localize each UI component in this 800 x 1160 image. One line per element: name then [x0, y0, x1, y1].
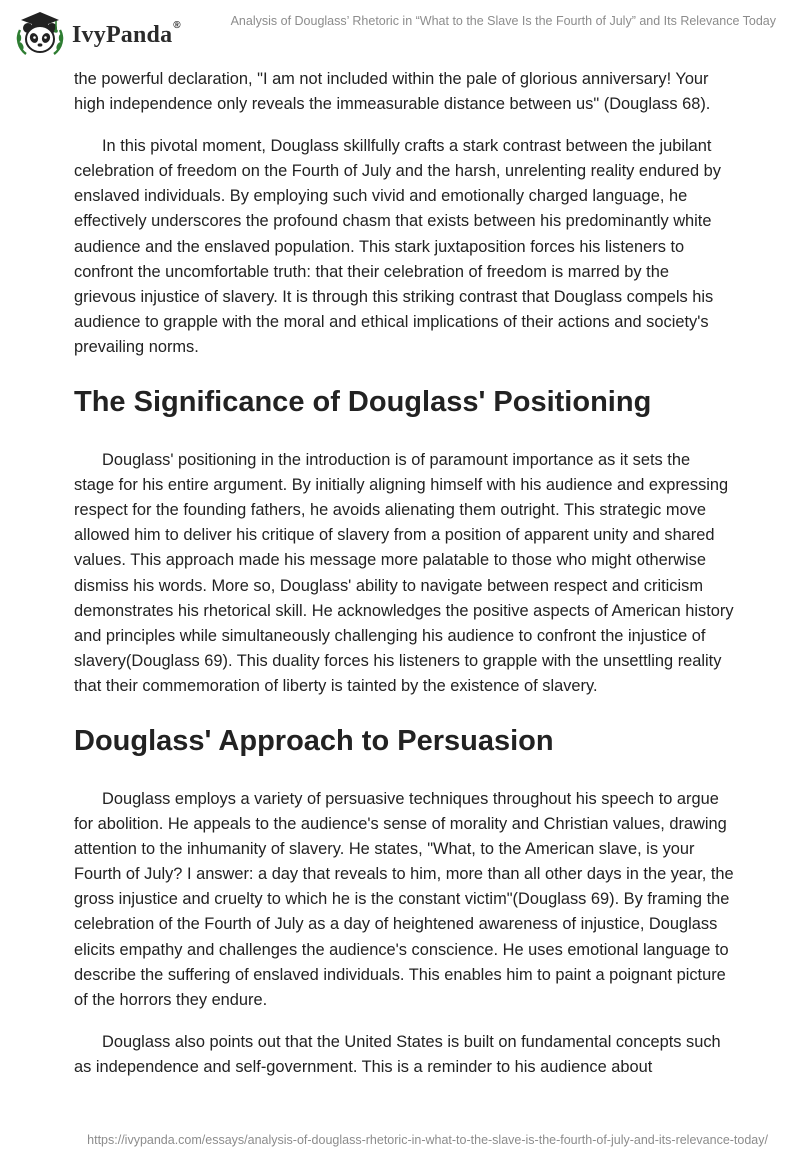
site-logo[interactable]: [14, 8, 181, 58]
paragraph-continued: the powerful declaration, "I am not included within the pale of glorious anniversary! Your high independence only reveals the immeasurable distance between us" (Douglass 68).: [74, 70, 711, 114]
paragraph: Douglass' positioning in the introduction is of paramount importance as it sets the stage for his entire argument. By initially aligning himself with his audience and expressing respect for the founding fathers, he avoids alienating them outright. This strategic move allowed him to deliver his critique of slavery from a position of apparent unity and shared values. This approach made his message more palatable to those who might otherwise dismiss his words. More so, Douglass' ability to navigate between respect and criticism demonstrates his rhetorical skill. He acknowledges the positive aspects of American history and principles while simultaneously challenging his audience to confront the injustice of slavery(Douglass 69). This duality forces his listeners to grapple with the unsettling reality that their commemoration of liberty is tainted by the existence of slavery.: [74, 451, 734, 695]
article-body: [74, 67, 734, 1097]
section-heading: Douglass' Approach to Persuasion: [74, 724, 554, 757]
panda-graduate-icon: [14, 8, 66, 58]
document-title: Analysis of Douglass’ Rhetoric in “What to the Slave Is the Fourth of July” and Its Relevance Today: [230, 14, 776, 28]
logo-wordmark: [72, 19, 181, 49]
paragraph: Douglass also points out that the United States is built on fundamental concepts such as independence and self-government. This is a reminder to his audience about: [74, 1032, 721, 1076]
page-header: [0, 0, 800, 70]
source-url[interactable]: https://ivypanda.com/essays/analysis-of-douglass-rhetoric-in-what-to-the-slave-is-the-fourth-of-july-and-its-relevance-today/: [87, 1133, 768, 1147]
paragraph: In this pivotal moment, Douglass skillfully crafts a stark contrast between the jubilant celebration of freedom on the Fourth of July and the harsh, unrelenting reality endured by enslaved individuals. By employing such vivid and emotionally charged language, he effectively underscores the profound chasm that exists between his predominantly white audience and the enslaved population. This stark juxtaposition forces his listeners to confront the uncomfortable truth: that their celebration of freedom is marred by the grievous injustice of slavery. It is through this striking contrast that Douglass compels his audience to grapple with the moral and ethical implications of their actions and society's prevailing norms.: [74, 137, 721, 356]
paragraph: Douglass employs a variety of persuasive techniques throughout his speech to argue for abolition. He appeals to the audience's sense of morality and Christian values, drawing attention to the inhumanity of slavery. He states, "What, to the American slave, is your Fourth of July? I answer: a day that reveals to him, more than all other days in the year, the gross injustice and cruelty to which he is the constant victim"(Douglass 69). By framing the celebration of the Fourth of July as a day of heightened awareness of injustice, Douglass elicits empathy and challenges the audience's conscience. He uses emotional language to describe the suffering of enslaved individuals. This enables him to paint a poignant picture of the horrors they endure.: [74, 789, 734, 1009]
logo-text: IvyPanda: [72, 21, 173, 48]
registered-mark: ®: [173, 19, 181, 31]
section-heading: The Significance of Douglass' Positioning: [74, 386, 652, 419]
